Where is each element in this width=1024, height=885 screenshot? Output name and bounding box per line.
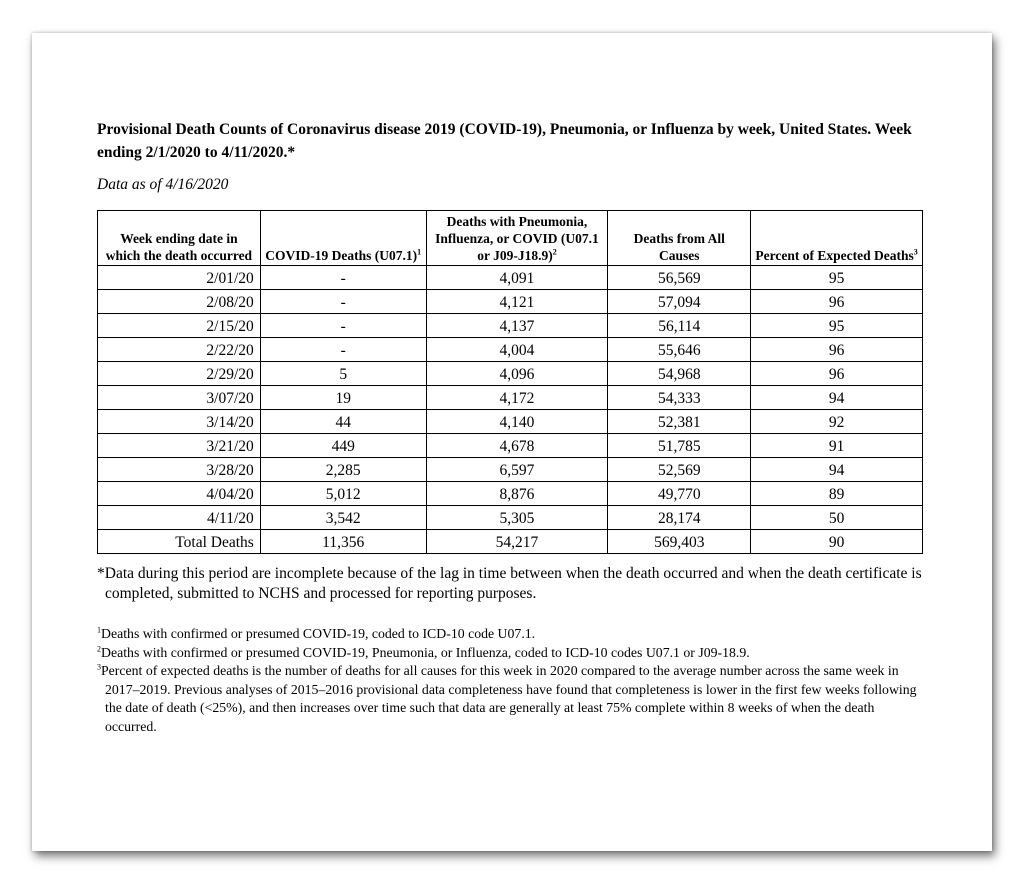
percent-expected-cell: 50 [751, 506, 923, 530]
table-row [98, 458, 923, 482]
pneumonia-influenza-covid-cell: 4,121 [426, 290, 608, 314]
week-ending-cell: 2/15/20 [98, 314, 261, 338]
percent-expected-cell: 95 [751, 314, 923, 338]
percent-expected-cell: 96 [751, 338, 923, 362]
document-title: Provisional Death Counts of Coronavirus disease 2019 (COVID-19), Pneumonia, or Influenza by week, United States. Week ending 2/1/2020 to 4/11/2020.* [97, 121, 912, 161]
covid-deaths-cell: - [260, 266, 426, 290]
percent-expected-cell: 92 [751, 410, 923, 434]
death-counts-table [97, 210, 923, 554]
week-ending-cell: Total Deaths [98, 530, 261, 554]
table-header-row [98, 211, 923, 266]
table-row [98, 338, 923, 362]
week-ending-cell: 3/21/20 [98, 434, 261, 458]
table-row [98, 386, 923, 410]
week-ending-cell: 2/01/20 [98, 266, 261, 290]
footnotes-list [97, 625, 927, 736]
all-causes-cell: 55,646 [608, 338, 751, 362]
covid-deaths-cell: - [260, 290, 426, 314]
covid-deaths-cell: - [260, 314, 426, 338]
pneumonia-influenza-covid-cell: 4,678 [426, 434, 608, 458]
percent-expected-cell: 91 [751, 434, 923, 458]
header-week-ending: Week ending date in which the death occurred [98, 211, 261, 266]
all-causes-cell: 54,333 [608, 386, 751, 410]
table-row [98, 314, 923, 338]
percent-expected-cell: 96 [751, 290, 923, 314]
pneumonia-influenza-covid-cell: 5,305 [426, 506, 608, 530]
pneumonia-influenza-covid-cell: 4,004 [426, 338, 608, 362]
percent-expected-cell: 96 [751, 362, 923, 386]
covid-deaths-cell: 449 [260, 434, 426, 458]
percent-expected-cell: 94 [751, 386, 923, 410]
table-row [98, 434, 923, 458]
pneumonia-influenza-covid-cell: 4,091 [426, 266, 608, 290]
percent-expected-cell: 94 [751, 458, 923, 482]
week-ending-cell: 2/22/20 [98, 338, 261, 362]
pneumonia-influenza-covid-cell: 8,876 [426, 482, 608, 506]
all-causes-cell: 57,094 [608, 290, 751, 314]
header-percent-expected: Percent of Expected Deaths$^3$ [751, 211, 923, 266]
header-covid-deaths: COVID-19 Deaths $(U07.1)^1$ [260, 211, 426, 266]
percent-expected-cell: 89 [751, 482, 923, 506]
all-causes-cell: 52,569 [608, 458, 751, 482]
asterisk-note: *Data during this period are incomplete because of the lag in time between when the death occurred and when the death certificate is completed, submitted to NCHS and processed for reporting purposes. [97, 565, 922, 602]
covid-deaths-cell: 5,012 [260, 482, 426, 506]
percent-expected-cell: 90 [751, 530, 923, 554]
pneumonia-influenza-covid-cell: 4,140 [426, 410, 608, 434]
table-row [98, 410, 923, 434]
week-ending-cell: 3/07/20 [98, 386, 261, 410]
all-causes-cell: 54,968 [608, 362, 751, 386]
table-row [98, 290, 923, 314]
pneumonia-influenza-covid-cell: 4,172 [426, 386, 608, 410]
table-row [98, 362, 923, 386]
all-causes-cell: 56,114 [608, 314, 751, 338]
covid-deaths-cell: - [260, 338, 426, 362]
all-causes-cell: 28,174 [608, 506, 751, 530]
table-total-row [98, 530, 923, 554]
all-causes-cell: 569,403 [608, 530, 751, 554]
footnote-3: $^3$Percent of expected deaths is the number of deaths for all causes for this week in 2020 compared to the average number across the same week in 2017–2019. Previous analyses of 2015–2016 provisional data completeness have found that completeness is lower in the first few weeks following the date of death (<25%), and then increases over time such that data are generally at least 75% complete within 8 weeks of when the death occurred. [97, 662, 917, 734]
covid-deaths-cell: 3,542 [260, 506, 426, 530]
all-causes-cell: 49,770 [608, 482, 751, 506]
week-ending-cell: 2/29/20 [98, 362, 261, 386]
footnote-2: $^2$Deaths with confirmed or presumed COVID-19, Pneumonia, or Influenza, coded to ICD-10 codes U07.1 or J09-18.9. [97, 643, 750, 660]
covid-deaths-cell: 2,285 [260, 458, 426, 482]
footnote-1: $^1$Deaths with confirmed or presumed COVID-19, coded to ICD-10 code U07.1. [97, 625, 536, 641]
data-date-subtitle: Data as of 4/16/2020 [97, 176, 229, 193]
covid-deaths-cell: 5 [260, 362, 426, 386]
all-causes-cell: 51,785 [608, 434, 751, 458]
header-all-causes: Deaths from All Causes [608, 211, 751, 266]
covid-deaths-cell: 19 [260, 386, 426, 410]
table-row [98, 482, 923, 506]
week-ending-cell: 3/28/20 [98, 458, 261, 482]
covid-deaths-cell: 11,356 [260, 530, 426, 554]
table-row [98, 266, 923, 290]
week-ending-cell: 3/14/20 [98, 410, 261, 434]
table-row [98, 506, 923, 530]
pneumonia-influenza-covid-cell: 4,137 [426, 314, 608, 338]
week-ending-cell: 4/04/20 [98, 482, 261, 506]
header-pneumonia-influenza-covid: Deaths with Pneumonia, Influenza, or COVID (U07.1 or J09-J18.9)$^2$ [426, 211, 608, 266]
pneumonia-influenza-covid-cell: 4,096 [426, 362, 608, 386]
table-body [98, 266, 923, 554]
all-causes-cell: 56,569 [608, 266, 751, 290]
covid-deaths-cell: 44 [260, 410, 426, 434]
pneumonia-influenza-covid-cell: 54,217 [426, 530, 608, 554]
all-causes-cell: 52,381 [608, 410, 751, 434]
week-ending-cell: 2/08/20 [98, 290, 261, 314]
week-ending-cell: 4/11/20 [98, 506, 261, 530]
percent-expected-cell: 95 [751, 266, 923, 290]
pneumonia-influenza-covid-cell: 6,597 [426, 458, 608, 482]
